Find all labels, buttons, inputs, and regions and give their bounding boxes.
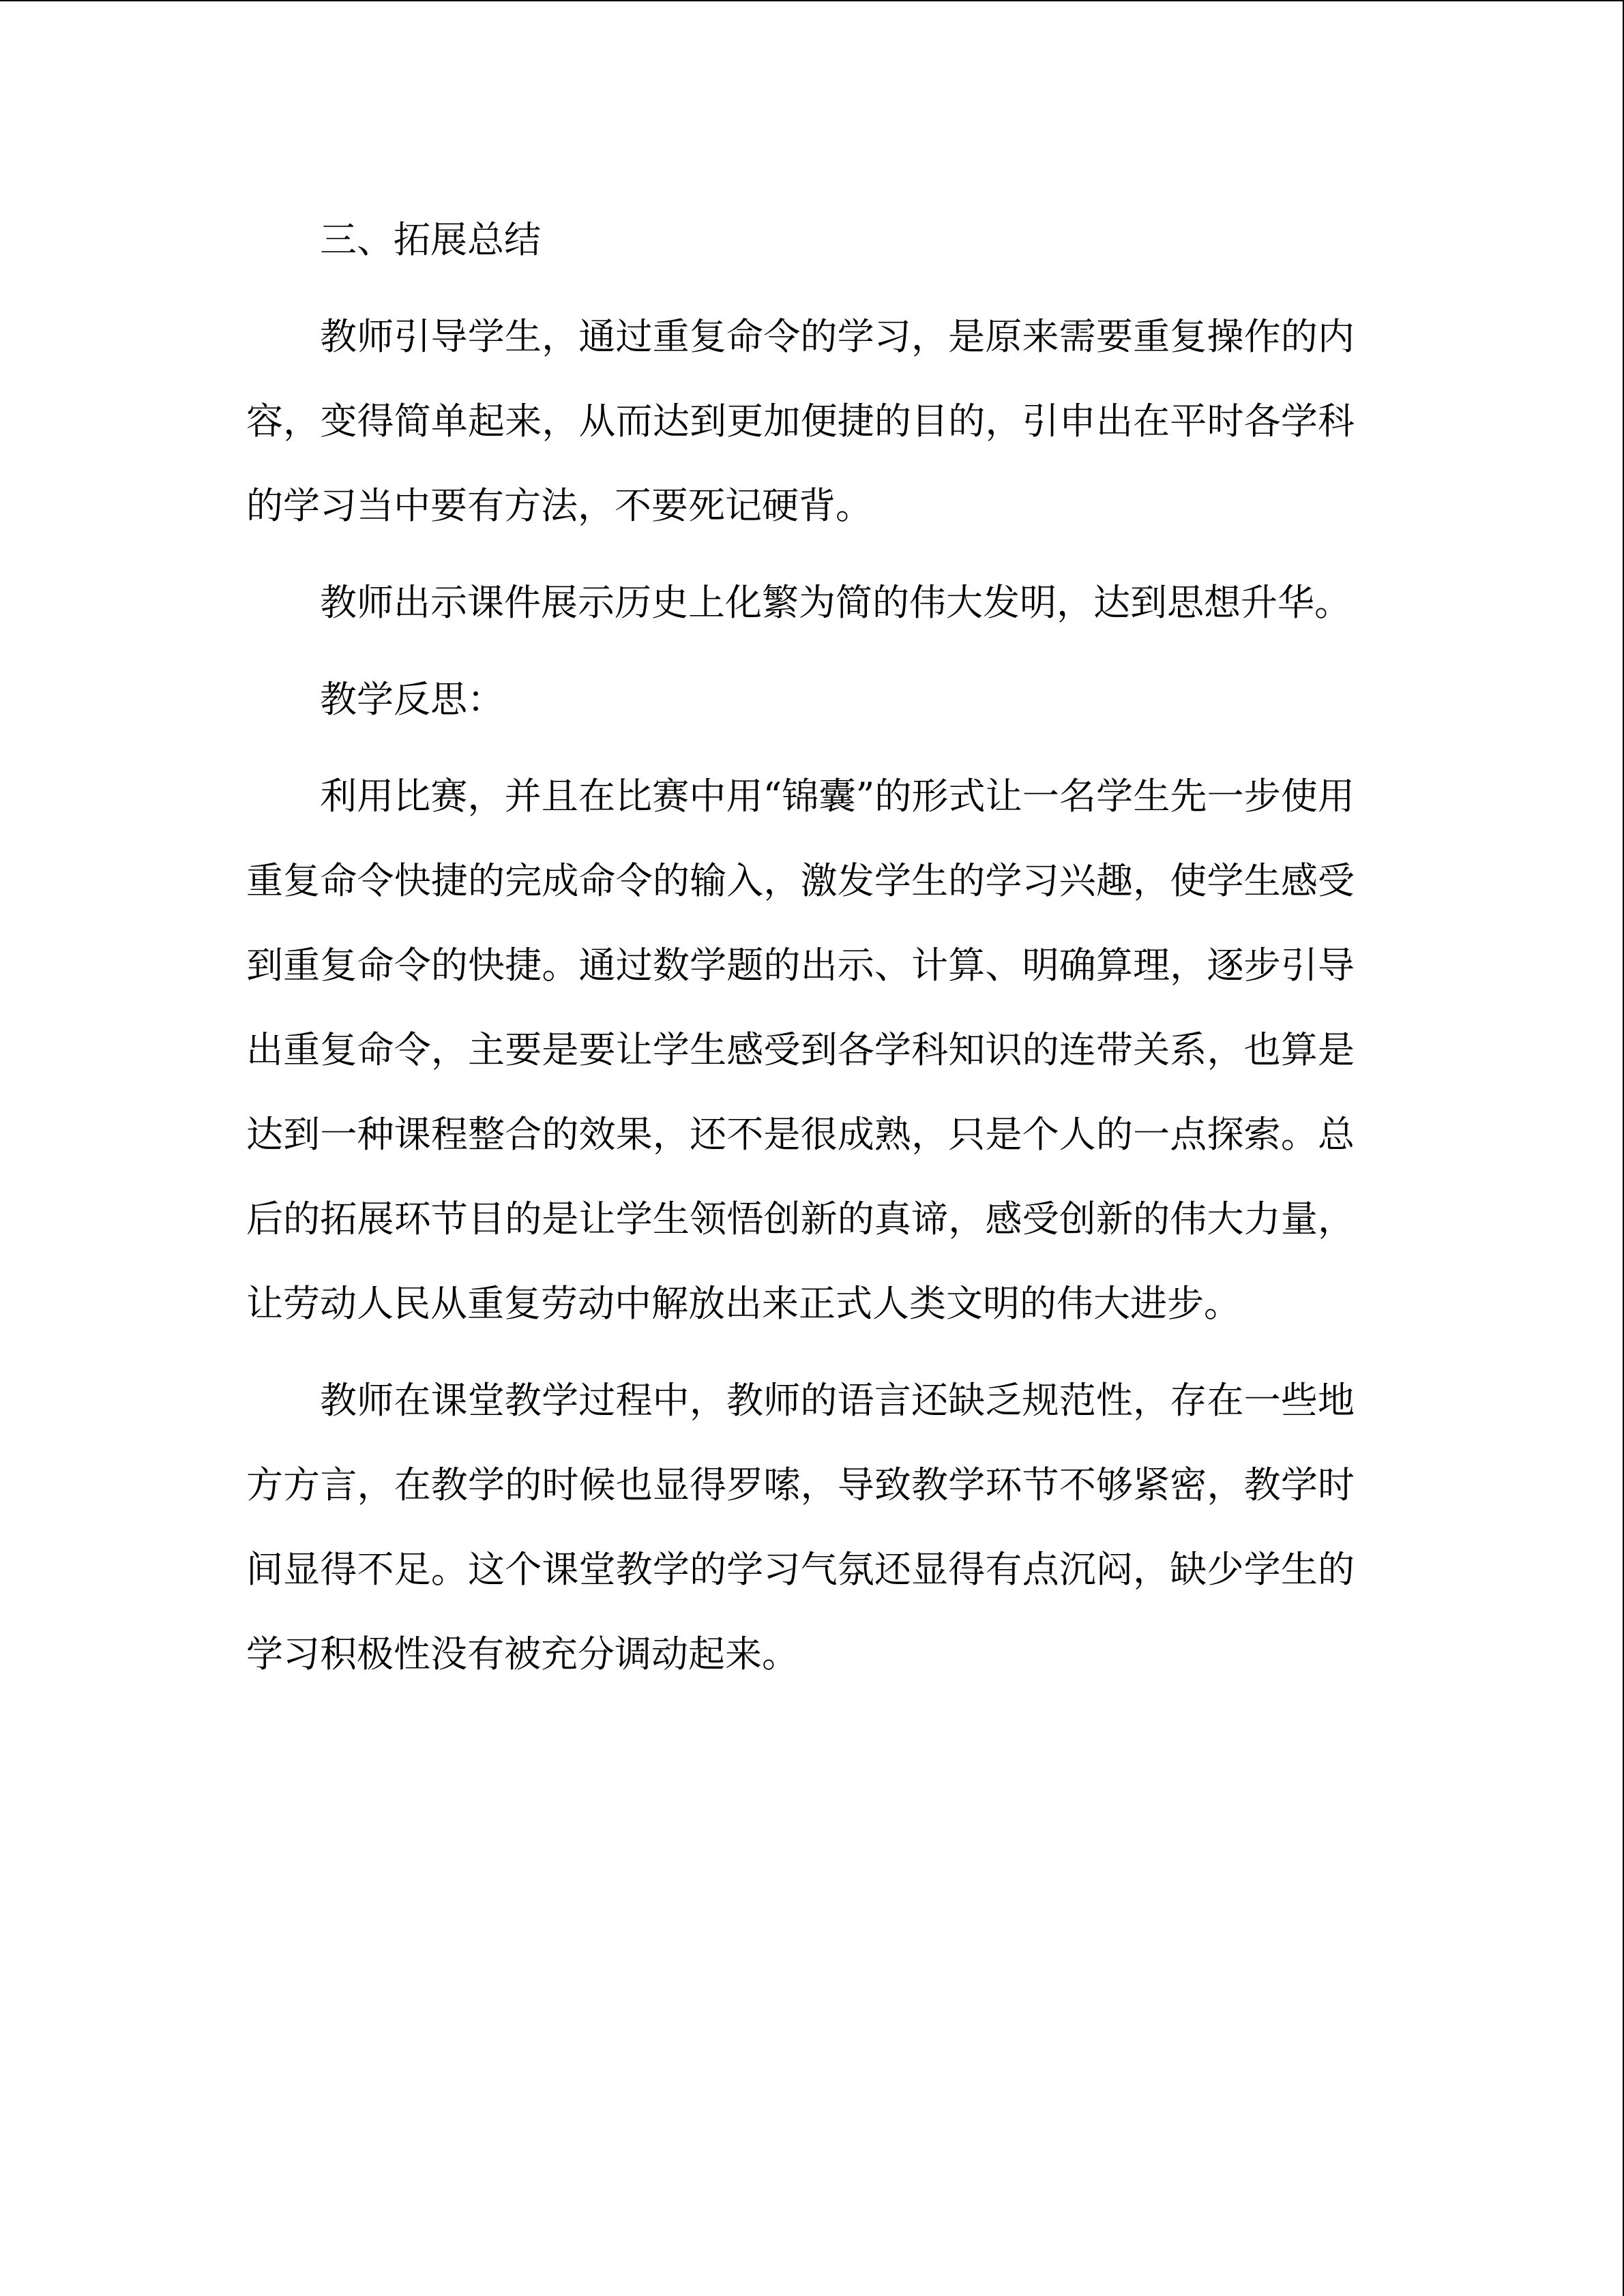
- paragraph-courseware-inventions: 教师出示课件展示历史上化繁为简的伟大发明，达到思想升华。: [320, 581, 1351, 624]
- document-body: [246, 198, 1355, 1709]
- paragraph-reflection-competition: 利用比赛，并且在比赛中用“锦囊”的形式让一名学生先一步使用重复命令快捷的完成命令的输入，激发学生的学习兴趣，使学生感受到重复命令的快捷。通过数学题的出示、计算、明确算理，逐步引导出重复命令，主要是要让学生感受到各学科知识的连带关系，也算是达到一种课程整合的效果，还不是很成熟，只是个人的一点探索。总后的拓展环节目的是让学生领悟创新的真谛，感受创新的伟大力量，让劳动人民从重复劳动中解放出来正式人类文明的伟大进步。: [246, 775, 1355, 1325]
- section-heading-extension-summary: 三、拓展总结: [320, 218, 541, 261]
- paragraph-teacher-guidance: 教师引导学生，通过重复命令的学习，是原来需要重复操作的内容，变得简单起来，从而达到更加便捷的目的，引申出在平时各学科的学习当中要有方法，不要死记硬背。: [246, 315, 1355, 527]
- section-heading-teaching-reflection: 教学反思：: [320, 678, 504, 721]
- paragraph-reflection-shortcomings: 教师在课堂教学过程中，教师的语言还缺乏规范性，存在一些地方方言，在教学的时候也显得罗嗦，导致教学环节不够紧密，教学时间显得不足。这个课堂教学的学习气氛还显得有点沉闷，缺少学生的学习积极性没有被充分调动起来。: [246, 1379, 1355, 1675]
